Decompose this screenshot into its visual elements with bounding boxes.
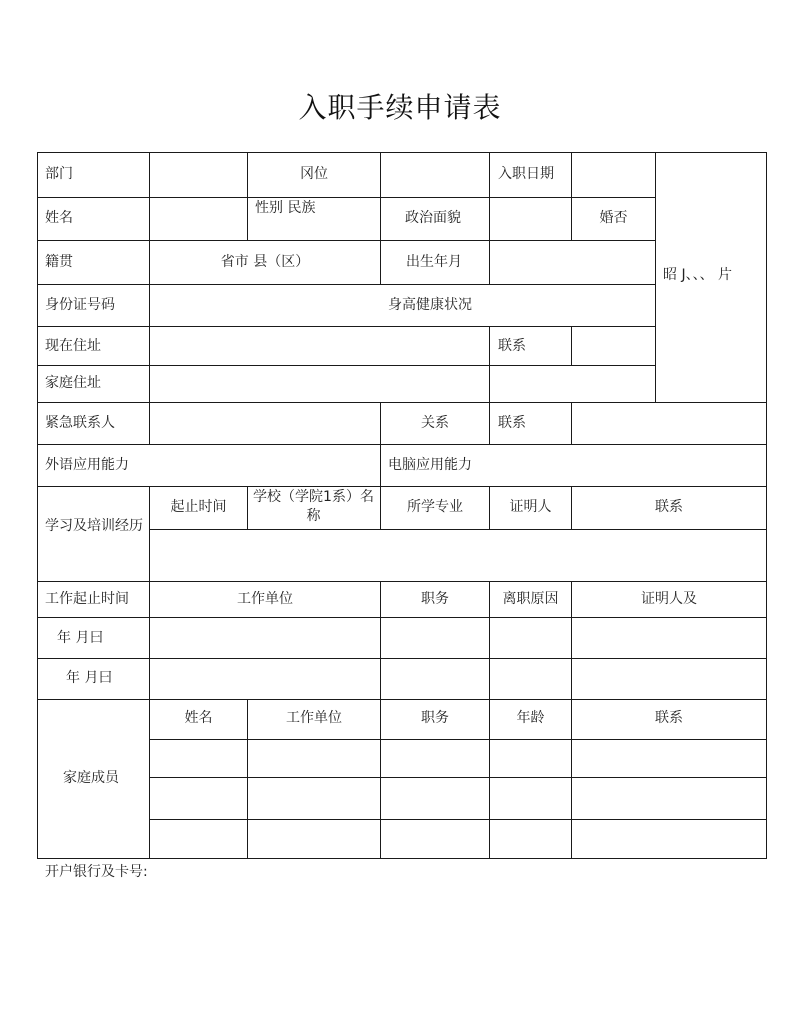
emergency-contact-field[interactable] [150, 403, 379, 444]
row-line [37, 486, 767, 487]
foreign-language-field[interactable] [150, 445, 379, 486]
political-status-label: 政治面貌 [405, 210, 461, 226]
political-status-field[interactable] [490, 198, 570, 240]
edu-school-header: 学校（学院1系）名称 [253, 489, 374, 524]
computer-skills-label: 电脑应用能力 [388, 457, 472, 473]
family-role-header: 职务 [421, 710, 449, 726]
emergency-contact-phone-field[interactable] [572, 403, 765, 444]
department-label: 部门 [45, 166, 73, 182]
id-number-field[interactable] [150, 285, 379, 326]
work-row-role-field[interactable] [381, 618, 488, 658]
emergency-contact-phone-label: 联系 [498, 415, 526, 431]
work-row-company-field[interactable] [150, 659, 379, 699]
col-line [489, 326, 490, 444]
work-row-reason-field[interactable] [490, 659, 570, 699]
hire-date-label: 入职日期 [498, 166, 554, 182]
border-bottom [37, 858, 767, 859]
contact-label: 联系 [498, 338, 526, 354]
work-row-reference-field[interactable] [572, 659, 765, 699]
family-age-header: 年龄 [516, 710, 545, 726]
edu-time-header: 起止时间 [170, 499, 227, 515]
emergency-contact-label: 紧急联系人 [45, 415, 115, 431]
home-address-label: 家庭住址 [45, 375, 101, 391]
id-number-label: 身份证号码 [45, 297, 115, 313]
family-contact-header: 联系 [655, 710, 683, 726]
application-form-table [37, 152, 767, 859]
birth-date-field[interactable] [490, 241, 654, 284]
position-field[interactable] [381, 153, 488, 197]
col-line [655, 152, 656, 402]
current-address-field[interactable] [150, 327, 488, 365]
col-line [247, 486, 248, 529]
native-place-label: 籍贯 [45, 254, 73, 270]
name-field[interactable] [150, 198, 246, 240]
work-company-header: 工作单位 [237, 591, 293, 607]
gender-ethnicity-label: 性别 民族 [255, 200, 316, 216]
marital-status-label: 婚否 [599, 210, 628, 226]
family-row-field[interactable] [150, 778, 766, 819]
relationship-label: 关系 [421, 415, 449, 431]
position-label: 冈位 [300, 166, 328, 182]
current-address-label: 现在住址 [45, 338, 101, 354]
work-row-date-label: 年 月曰 [57, 630, 104, 646]
work-reference-header: 证明人及 [641, 591, 697, 607]
work-row-reference-field[interactable] [572, 618, 765, 658]
work-row-role-field[interactable] [381, 659, 488, 699]
home-address-field[interactable] [150, 366, 488, 402]
row-line [37, 444, 767, 445]
row-line [37, 581, 767, 582]
edu-contact-header: 联系 [655, 499, 683, 515]
birth-date-label: 出生年月 [406, 254, 462, 270]
work-row-date-label: 年 月曰 [66, 670, 113, 686]
row-line [37, 699, 767, 700]
bank-account-label: 开户银行及卡号: [45, 864, 148, 880]
border-left [37, 152, 38, 859]
department-field[interactable] [150, 153, 246, 197]
work-row-reason-field[interactable] [490, 618, 570, 658]
work-reason-header: 离职原因 [502, 591, 559, 607]
contact-field[interactable] [572, 327, 654, 365]
foreign-language-label: 外语应用能力 [45, 457, 129, 473]
work-time-header: 工作起止时间 [45, 591, 129, 607]
edu-reference-header: 证明人 [509, 499, 552, 515]
education-section-label: 学习及培训经历 [45, 518, 143, 534]
form-title: 入职手续申请表 [298, 91, 502, 124]
health-status-label: 身高健康状况 [388, 297, 472, 313]
family-row-field[interactable] [150, 740, 766, 777]
hire-date-field[interactable] [572, 153, 654, 197]
name-label: 姓名 [45, 210, 73, 226]
education-entry-field[interactable] [150, 530, 766, 581]
border-right [766, 152, 767, 859]
family-company-header: 工作单位 [286, 710, 342, 726]
work-row-company-field[interactable] [150, 618, 379, 658]
family-section-label: 家庭成员 [63, 770, 119, 786]
work-role-header: 职务 [421, 591, 449, 607]
family-name-header: 姓名 [184, 710, 213, 726]
native-place-hint[interactable]: 省市 县（区） [220, 254, 310, 270]
edu-major-header: 所学专业 [407, 499, 463, 515]
photo-area: 昭 J、、、 片 [663, 267, 733, 283]
family-row-field[interactable] [150, 820, 766, 858]
